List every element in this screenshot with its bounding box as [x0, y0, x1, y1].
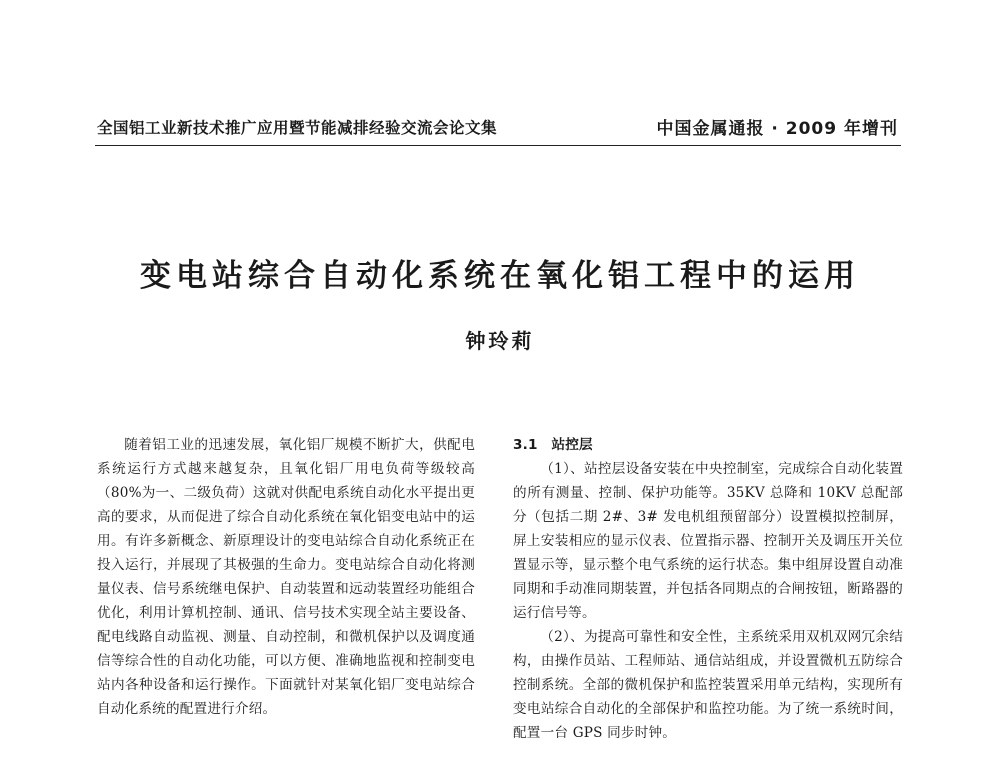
- right-paragraph: （2）、为提高可靠性和安全性，主系统采用双机双网冗余结构，由操作员站、工程师站、通信站组成，并设置微机五防综合控制系统。全部的微机保护和监控装置采用单元结构，实现所有变电站综合自动化的全部保护和监控功能。为了统一系统时间，配置一台 GPS 同步时钟。: [513, 629, 903, 741]
- right-paragraph: （1）、站控层设备安装在中央控制室，完成综合自动化装置的所有测量、控制、保护功能等。35KV 总降和 10KV 总配部分（包括二期 2#、3# 发电机组预留部分）设置模拟控制屏，屏上安装相应的显示仪表、位置指示器、控制开关及调压开关位置显示等，显示整个电气系统的运行状态。集中组屏设置自动准同期和手动准同期装置，并包括各同期点的合闸按钮，断路器的运行信号等。: [513, 461, 903, 621]
- article-author: 钟玲莉: [465, 329, 535, 353]
- left-paragraph: 随着铝工业的迅速发展，氧化铝厂规模不断扩大，供配电系统运行方式越来越复杂，且氧化铝厂用电负荷等级较高（80%为一、二级负荷）这就对供配电系统自动化水平提出更高的要求，从而促进了综合自动化系统在氧化铝变电站中的运用。有许多新概念、新原理设计的变电站综合自动化系统正在投入运行，并展现了其极强的生命力。变电站综合自动化将测量仪表、信号系统继电保护、自动装置和远动装置经功能组合优化，利用计算机控制、通讯、信号技术实现全站主要设备、配电线路自动监视、测量、自动控制，和微机保护以及调度通信等综合性的自动化功能，可以方便、准确地监视和控制变电站内各种设备和运行操作。下面就针对某氧化铝厂变电站综合自动化系统的配置进行介绍。: [97, 437, 475, 717]
- article-title: 变电站综合自动化系统在氧化铝工程中的运用: [140, 258, 860, 294]
- left-column: [97, 433, 475, 721]
- running-head-journal: 中国金属通报 · 2009 年增刊: [656, 119, 898, 139]
- running-head-proceedings: 全国铝工业新技术推广应用暨节能减排经验交流会论文集: [97, 118, 498, 137]
- section-heading: 3.1 站控层: [513, 437, 593, 453]
- header-rule: [95, 145, 901, 146]
- right-column: [513, 433, 903, 745]
